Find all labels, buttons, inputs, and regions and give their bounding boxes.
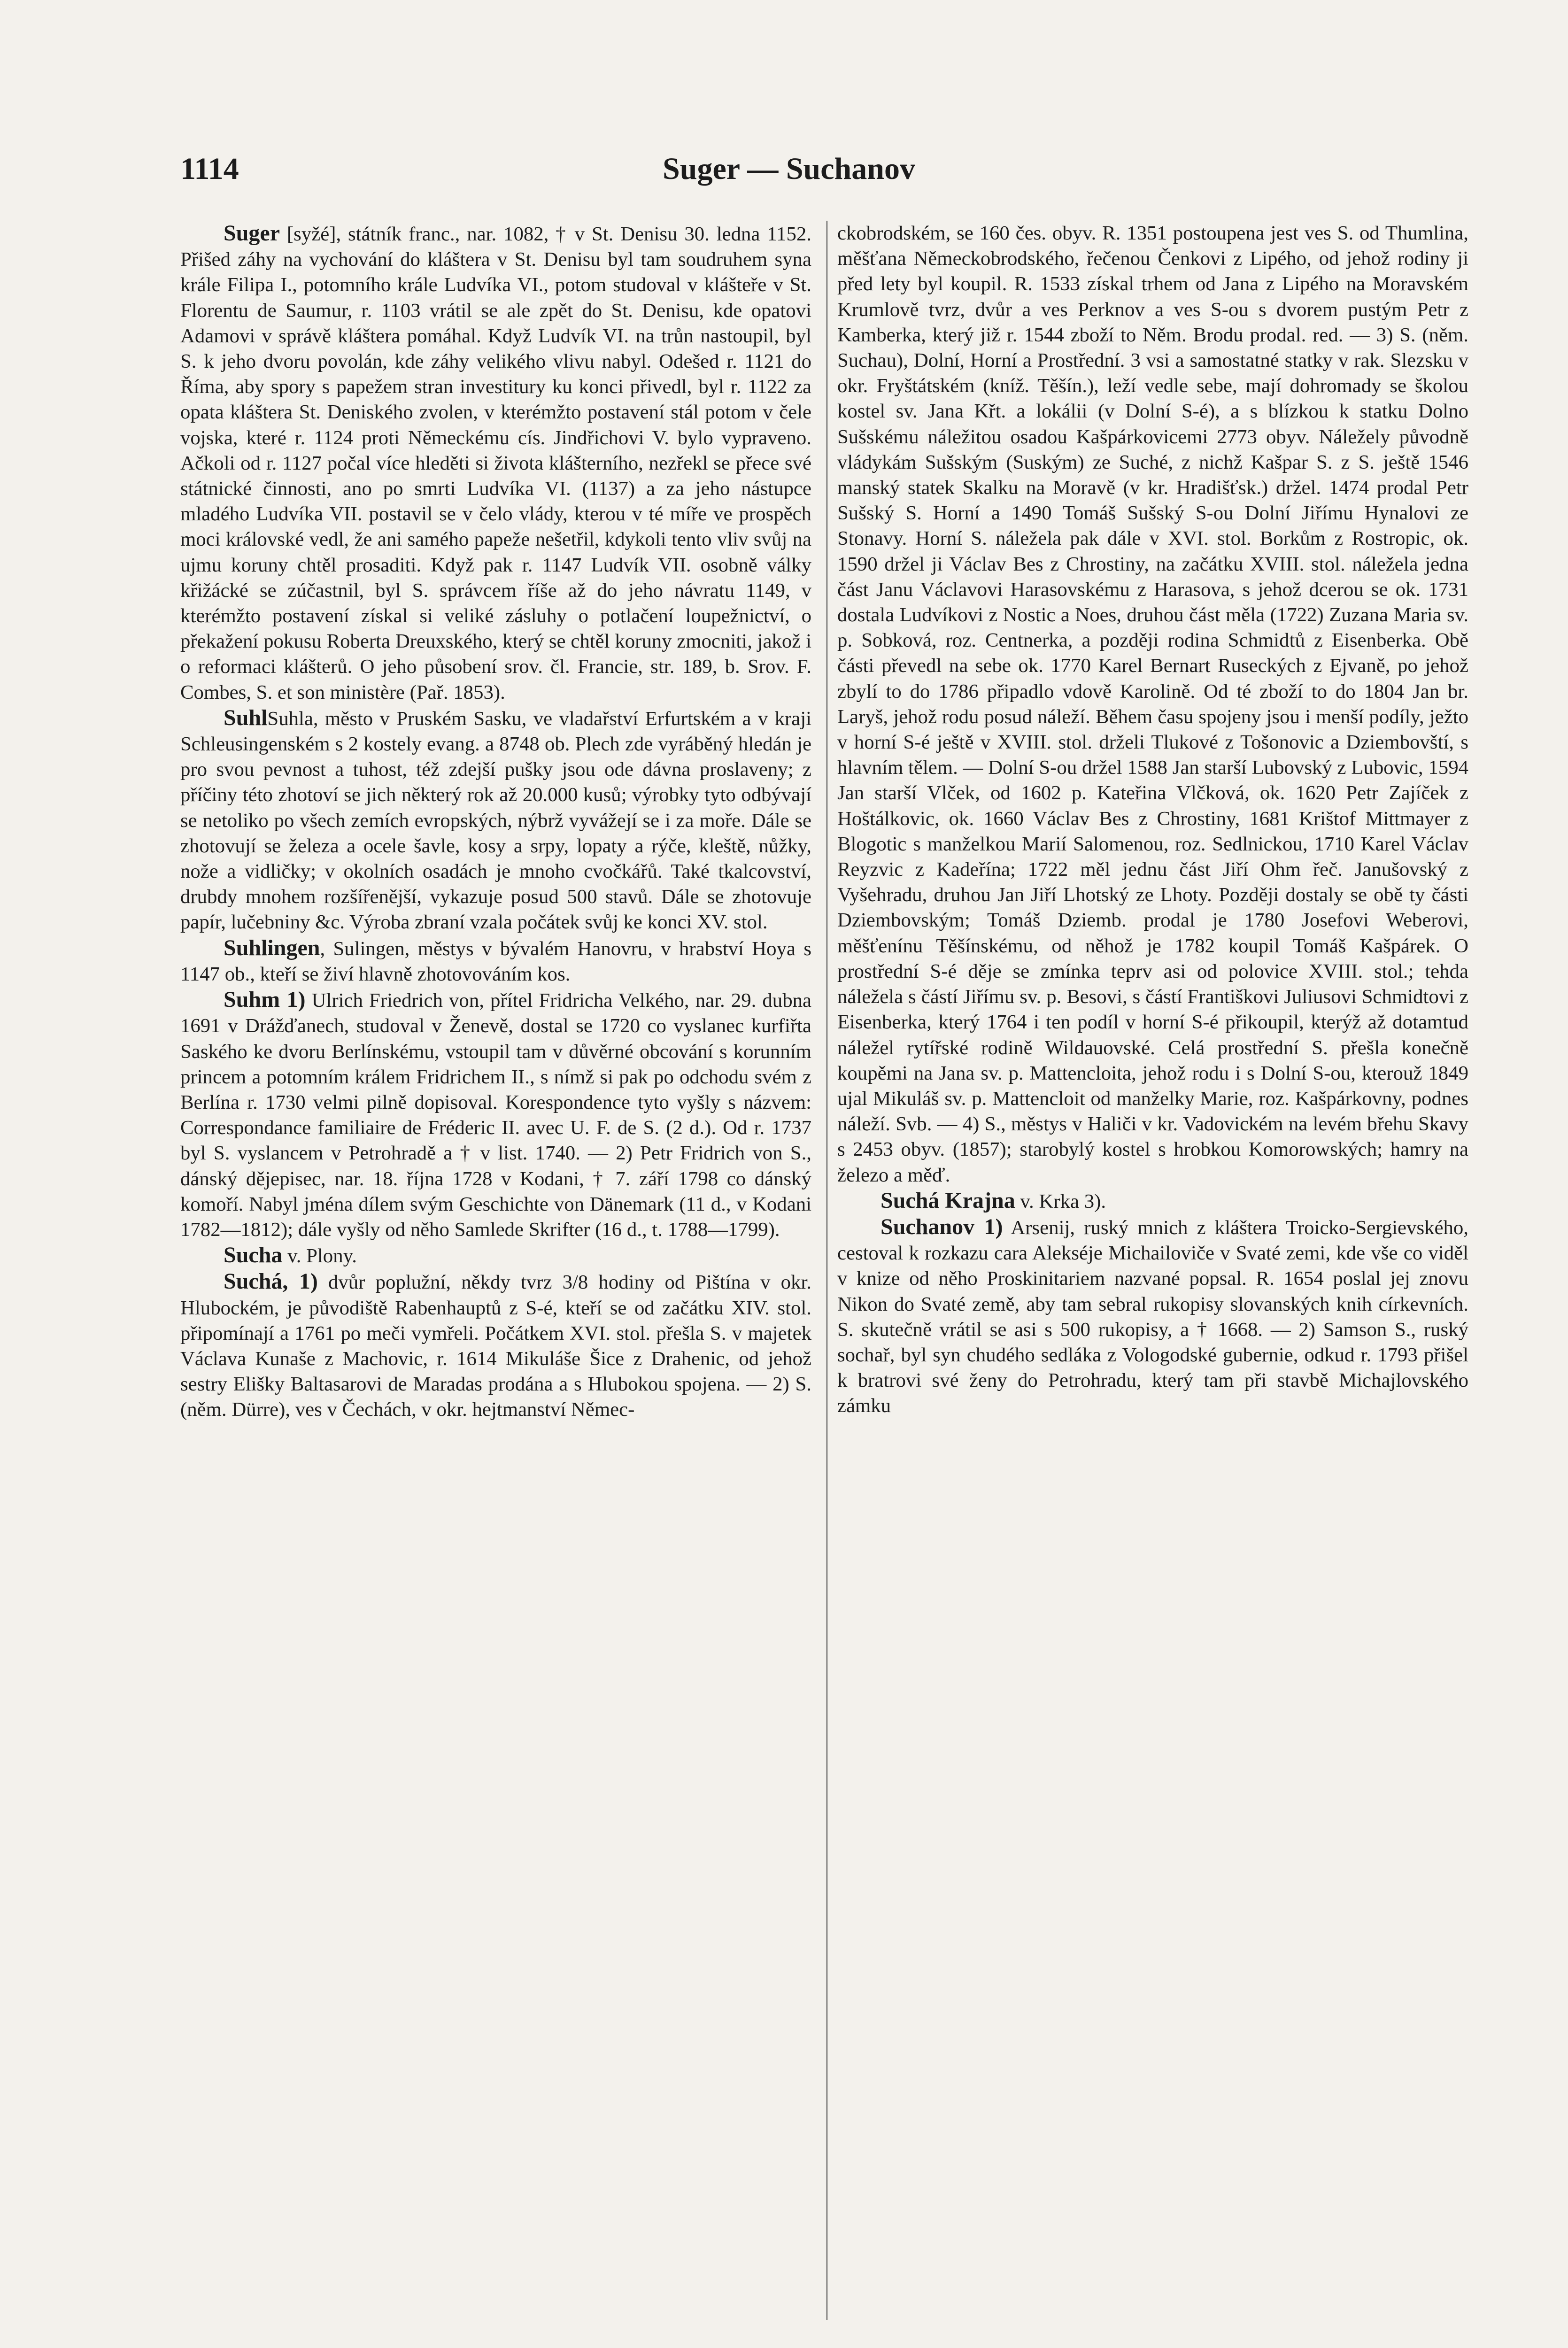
- entry-text: dvůr poplužní, někdy tvrz 3/8 hodiny od Pištína v okr. Hlubockém, je původiště Rabenhauptů z S-é, kteří se od začátku XIV. stol. připomínají a 1761 po meči vymřeli. Počátkem XVI. stol. přešla S. v majetek Václava Kunaše z Machovic, r. 1614 Mikuláše Šice z Drahenic, od jehož sestry Elišky Baltasarovi de Maradas prodána a s Hlubokou spojena. — 2) S. (něm. Dürre), ves v Čechách, v okr. hejtmanství Němec-: [180, 1271, 812, 1421]
- headword: Sucha: [224, 1243, 283, 1268]
- entry-suchanov: [837, 1214, 1468, 1419]
- headword: Suchá, 1): [224, 1269, 318, 1294]
- page-number: 1114: [180, 152, 239, 186]
- entry-suger: [180, 221, 811, 705]
- entry-text: [syžé], státník franc., nar. 1082, † v St. Denisu 30. ledna 1152. Přišed záhy na vychování do kláštera v St. Denisu byl tam soudruhem syna krále Filipa I., potomního krále Ludvíka VI., potom studoval v klášteře v St. Florentu de Saumur, r. 1103 vrátil se ale zpět do St. Denisu, kde opatovi Adamovi v správě kláštera pomáhal. Když Ludvík VI. na trůn nastoupil, byl S. k jeho dvoru povolán, kde záhy velikého vlivu nabyl. Odešed r. 1121 do Říma, aby spory s papežem stran investitury ku konci přivedl, byl r. 1122 za opata kláštera St. Deniského zvolen, v kterémžto postavení stál potom v čele vojska, které r. 1124 proti Německému cís. Jindřichovi V. bylo vypraveno. Ačkoli od r. 1127 počal více hleděti si života klášterního, nezřekl se přece své státnické činnosti, ano po smrti Ludvíka VI. (1137) a za jeho nástupce mladého Ludvíka VII. postavil se v čelo vlády, kterou v té míře ve prospěch moci královské vedl, že ani samého papeže nešetřil, kdykoli tento vliv svůj na ujmu koruny chtěl prosaditi. Když pak r. 1147 Ludvík VII. osobně války křižácké se zúčastnil, byl S. správcem říše až do jeho návratu 1149, v kterémžto postavení získal si veliké zásluhy o potlačení loupežnictví, o překažení pokusu Roberta Dreuxského, který se chtěl koruny zmocniti, jakož i o reformaci klášterů. O jeho působení srov. čl. Francie, str. 189, b. Srov. F. Combes, S. et son ministère (Pař. 1853).: [180, 223, 812, 703]
- entry-sucha-continued: [837, 221, 1468, 1188]
- headword: Suhm 1): [224, 987, 306, 1012]
- entry-sucha: [180, 1243, 811, 1269]
- entry-text: v. Krka 3).: [1020, 1190, 1106, 1213]
- entry-sucha-1: [180, 1269, 811, 1422]
- right-column: [837, 221, 1468, 1419]
- entry-text: Ulrich Friedrich von, přítel Fridricha Velkého, nar. 29. dubna 1691 v Drážďanech, studoval v Ženevě, dostal se 1720 co vyslanec kurfiřta Saského ke dvoru Berlínskému, vstoupil tam v důvěrné obcování s korunním princem a potomním králem Fridrichem II., s nímž si pak po odchodu svém z Berlína r. 1730 velmi pilně dopisoval. Korespondence tyto vyšly s názvem: Correspondance familiaire de Fréderic II. avec U. F. de S. (2 d.). Od r. 1737 byl S. vyslancem v Petrohradě a † v list. 1740. — 2) Petr Fridrich von S., dánský dějepisec, nar. 18. října 1728 v Kodani, † 7. září 1798 co dánský komoří. Nabyl jména dílem svým Geschichte von Dänemark (11 d., v Kodani 1782—1812); dále vyšly od něho Samlede Skrifter (16 d., t. 1788—1799).: [180, 989, 811, 1241]
- entry-text: Arsenij, ruský mnich z kláštera Troicko-Sergievského, cestoval k rozkazu cara Alekséje Michailoviče v Svaté zemi, kde vše co viděl v knize od něho Proskinitariem nazvané popsal. R. 1654 poslal jej znovu Nikon do Svaté země, aby tam sebral rukopisy slovanských knih církevních. S. skutečně vrátil se asi s 500 rukopisy, a † 1668. — 2) Samson S., ruský sochař, byl syn chudého sedláka z Vologodské gubernie, odkud r. 1793 přišel k bratrovi své ženy do Petrohradu, který tam při stavbě Michajlovského zámku: [837, 1216, 1468, 1417]
- entry-text: , Sulingen, městys v bývalém Hanovru, v hrabství Hoya s 1147 ob., kteří se živí hlavně zhotovováním kos.: [180, 937, 811, 985]
- headword: Suchá Krajna: [881, 1188, 1015, 1213]
- headword: Suchanov 1): [881, 1214, 1003, 1239]
- entry-suhm: [180, 987, 811, 1243]
- entry-text: ckobrodském, se 160 čes. obyv. R. 1351 postoupena jest ves S. od Thumlina, měšťana Německobrodského, řečenou Čenkovi z Lipého, od jehož rodiny ji před lety byl koupil. R. 1533 získal trhem od Jana z Lipého na Moravském Krumlově tvrz, dvůr a ves Perknov a ves S-ou s dvorem pustým Petr z Kamberka, který již r. 1544 zboží to Něm. Brodu prodal. red. — 3) S. (něm. Suchau), Dolní, Horní a Prostřední. 3 vsi a samostatné statky v rak. Slezsku v okr. Fryštátském (kníž. Těšín.), leží vedle sebe, mají dohromady se školou kostel sv. Jana Křt. a lokálii (v Dolní S-é), a s blízkou k statku Dolno Sušskému náležitou osadou Kašpárkovicemi 2773 obyv. Náležely původně vládykám Sušským (Suským) ze Suché, z nichž Kašpar S. z S. ještě 1546 manský statek Skalku na Moravě (v kr. Hradišťsk.) držel. 1474 prodal Petr Sušský S. Horní a 1490 Tomáš Sušský S-ou Dolní Jiřímu Hynalovi ze Stonavy. Horní S. náležela pak dále v XVI. stol. Borkům z Rostropic, ok. 1590 držel ji Václav Bes z Chrostiny, na začátku XVIII. stol. náležela jedna část Janu Václavovi Harasovskému z Harasova, s jehož dcerou se ok. 1731 dostala Ludvíkovi z Nostic a Noes, druhou část měla (1722) Zuzana Maria sv. p. Sobková, roz. Centnerka, a později rodina Schmidtů z Eisenberka. Obě části převedl na sebe ok. 1770 Karel Bernart Ruseckých z Ejvaně, po jehož zbylí to do 1786 připadlo vdově Karolině. Od té zboží to do 1804 Jan br. Laryš, jehož rodu posud náleží. Během času spojeny jsou i menší podíly, ježto v horní S-é ještě v XVIII. stol. drželi Tlukové z Tošonovic a Dziembovští, s hlavním tělem. — Dolní S-ou držel 1588 Jan starší Lubovský z Lubovic, 1594 Jan starší Vlček, od 1602 p. Kateřina Vlčková, ok. 1620 Petr Zajíček z Hoštálkovic, ok. 1660 Václav Bes z Chrostiny, 1681 Krištof Mittmayer z Blogotic s manželkou Marií Salomenou, roz. Sedlnickou, 1710 Karel Václav Reyzvic z Kadeřína; 1722 měl jednu část Jiří Ohm řeč. Janušovský z Vyšehradu, druhou Jan Jiří Lhotský ze Lhoty. Později dostaly se obě ty části Dziembovským; Tomáš Dziemb. prodal je 1780 Josefovi Weberovi, měšťenínu Těšínskému, od něhož je 1782 koupil Tomáš Kašpárek. O prostřední S-é děje se zmínka teprv asi od polovice XVIII. stol.; tehda náležela s částí Jiřímu sv. p. Besovi, s částí Františkovi Juliusovi Schmidtovi z Eisenberka, který 1764 i ten podíl v horní S-é přikoupil, kterýž až dotamtud náležel rytířské rodině Wildauovské. Celá prostřední S. přešla konečně koupěmi na Jana sv. p. Mattencloita, jehož rodu i s Dolní S-ou, kterouž 1849 ujal Mikuláš sv. p. Mattencloit od manželky Marie, roz. Kašpárkovny, podnes náleží. Svb. — 4) S., městys v Haliči v kr. Vadovickém na levém břehu Skavy s 2453 obyv. (1857); starobylý kostel s hrobkou Komorowských; hamry na železo a měď.: [837, 222, 1468, 1186]
- entry-sucha-krajna: [837, 1188, 1468, 1214]
- entry-text: Suhla, město v Pruském Sasku, ve vladařství Erfurtském a v kraji Schleusingenském s 2 kostely evang. a 8748 ob. Plech zde vyráběný hledán je pro svou pevnost a tuhost, též zdejší pušky jsou ode dávna proslaveny; z příčiny této zhotoví se jich některý rok až 20.000 kusů; výrobky tyto odbývají se netoliko po všech zemích evropských, nýbrž vyvážejí se i za moře. Dále se zhotovují se železa a ocele šavle, kosy a srpy, lopaty a rýče, kleště, nůžky, nože a vidličky; v okolních osadách je mnoho cvočkářů. Také tkalcovství, drubdy mnohem rozšířenější, vykazuje posud 500 stavů. Dále se zhotovuje papír, lučebniny &c. Výroba zbraní vzala počátek svůj ke konci XV. stol.: [180, 707, 811, 934]
- headword: Suhlingen: [224, 935, 320, 960]
- entry-suhl: [180, 705, 811, 935]
- headword: Suger: [224, 221, 280, 246]
- left-column: [180, 221, 811, 1423]
- column-divider: [826, 221, 827, 2320]
- headword: Suhl: [224, 705, 268, 730]
- entry-text: v. Plony.: [287, 1245, 357, 1267]
- entry-suhlingen: [180, 935, 811, 987]
- running-head: Suger — Suchanov: [663, 152, 915, 186]
